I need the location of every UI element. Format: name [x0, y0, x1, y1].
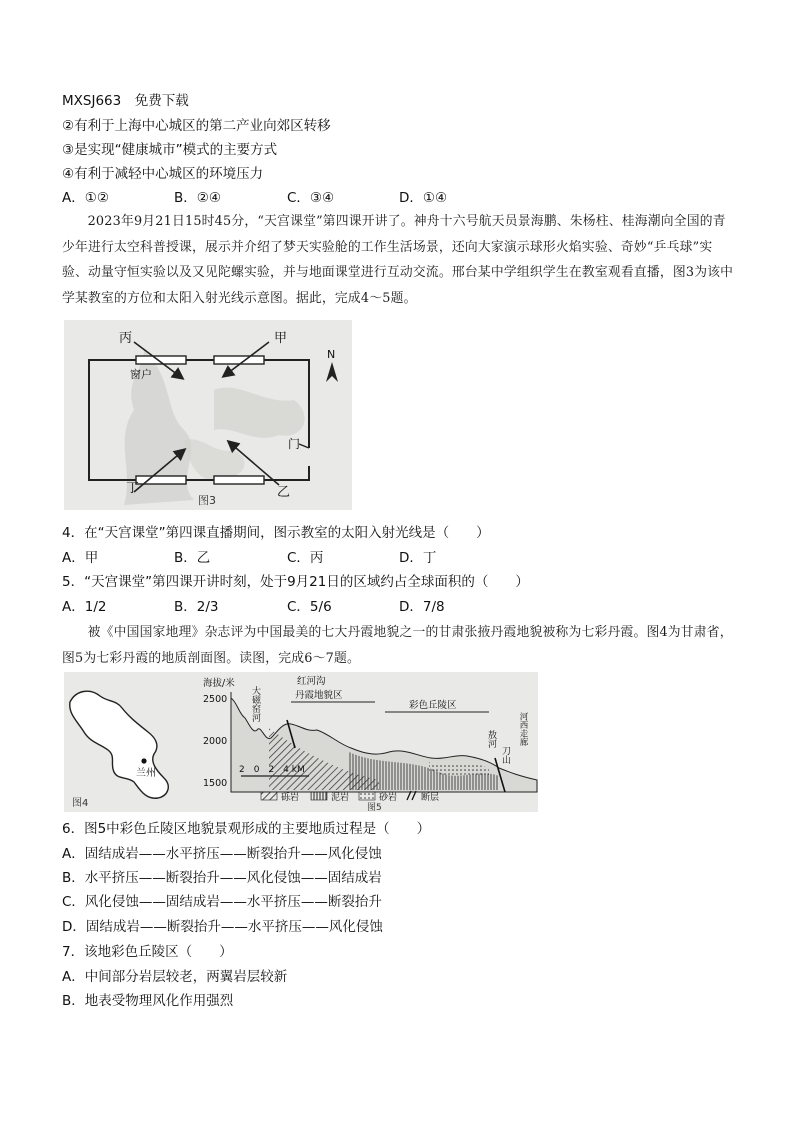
legend-sandstone-swatch [359, 792, 375, 800]
q4-option-a: A．甲 [62, 550, 99, 566]
figure-3 [64, 320, 352, 510]
legend-sandstone: 砂岩 [379, 793, 398, 803]
window-top-right [214, 356, 264, 364]
q7-option-a: A．中间部分岩层较老，两翼岩层较新 [62, 969, 288, 985]
q4-stem: 4．在“天宫课堂”第四课直播期间，图示教室的太阳入射光线是（ ） [62, 525, 490, 541]
figure-5-caption: 图5 [367, 803, 382, 812]
q5-option-b: B．2/3 [174, 599, 219, 615]
label-caise: 彩色丘陵区 [409, 700, 457, 711]
label-aohe: 敖河 [486, 730, 496, 748]
map-shading [184, 439, 245, 480]
q6-option-d: D．固结成岩——断裂抬升——水平挤压——风化侵蚀 [62, 919, 383, 935]
map-shading [214, 388, 305, 438]
q4-option-c: C．丙 [287, 550, 324, 566]
window-bottom-right [214, 476, 264, 484]
page-header: MXSJ663 免费下载 [62, 93, 189, 109]
label-yi: 乙 [277, 485, 291, 500]
q6-stem: 6．图5中彩色丘陵区地貌景观形成的主要地质过程是（ ） [62, 821, 431, 837]
intro-paragraph-1: 2023年9月21日15时45分，“天宫课堂”第四课开讲了。神舟十六号航天员景海鹏、朱杨柱、桂海潮向全国的青少年进行太空科普授课，展示并介绍了梦天实验舱的工作生活场景，还向大家演示球形火焰实验、奇妙“乒乓球”实验、动量守恒实验以及又见陀螺实验，并与地面课堂进行互动交流。邢台某中学组织学生在教室观看直播，图3为该中学某教室的方位和太阳入射光线示意图。据此，完成4～5题。 [62, 214, 734, 306]
label-hexi: 河西走廊 [518, 712, 528, 746]
q6-option-b: B．水平挤压——断裂抬升——风化侵蚀——固结成岩 [62, 870, 382, 886]
gansu-outline [70, 691, 169, 798]
figure-5 [199, 672, 538, 812]
y-tick-1500: 1500 [203, 778, 228, 789]
door [299, 444, 309, 448]
lanzhou-dot [141, 758, 146, 763]
option-2: ②有利于上海中心城区的第二产业向郊区转移 [62, 118, 331, 134]
answer-c: C．③④ [287, 190, 335, 206]
figure-3-drawing [64, 320, 352, 510]
legend-conglomerate: 砾岩 [281, 793, 300, 803]
legend-conglomerate-swatch [261, 792, 277, 800]
label-danxia: 丹霞地貌区 [295, 690, 343, 701]
figure-3-caption: 图3 [198, 494, 216, 507]
figure-4 [64, 672, 199, 812]
q5-option-d: D．7/8 [399, 599, 445, 615]
q6-option-a: A．固结成岩——水平挤压——断裂抬升——风化侵蚀 [62, 846, 382, 862]
legend-mudstone-swatch [311, 792, 327, 800]
y-axis-label: 海拔/米 [203, 678, 235, 689]
q4-option-d: D．丁 [399, 550, 437, 566]
label-door: 门 [288, 437, 301, 451]
q5-option-a: A．1/2 [62, 599, 107, 615]
label-jia: 甲 [274, 331, 288, 346]
q7-option-b: B．地表受物理风化作用强烈 [62, 993, 234, 1009]
y-tick-2000: 2000 [203, 736, 228, 747]
legend-mudstone: 泥岩 [331, 793, 350, 803]
answer-b: B．②④ [174, 190, 221, 206]
lanzhou-label: 兰州 [136, 768, 156, 779]
north-arrow-icon [326, 362, 338, 382]
option-4: ④有利于减轻中心城区的环境压力 [62, 166, 264, 182]
label-honghegou: 红河沟 [297, 676, 326, 687]
figure-4-caption: 图4 [72, 798, 89, 809]
window-bottom-left [136, 476, 186, 484]
label-window: 窗户 [130, 368, 152, 381]
option-3: ③是实现“健康城市”模式的主要方式 [62, 142, 278, 158]
q5-stem: 5．“天宫课堂”第四课开讲时刻，处于9月21日的区域约占全球面积的（ ） [62, 574, 529, 590]
north-label: N [327, 348, 336, 361]
q4-option-b: B．乙 [174, 550, 211, 566]
scale-bar-label: 2 0 2 4 kM [239, 765, 305, 775]
figure-4-drawing [64, 672, 199, 812]
q7-stem: 7．该地彩色丘陵区（ ） [62, 944, 233, 960]
label-daci-river: 大磁窑河 [250, 686, 260, 722]
legend-fault: 断层 [421, 793, 440, 803]
y-tick-2500: 2500 [203, 694, 228, 705]
label-bing: 丙 [119, 331, 133, 346]
figure-5-drawing [199, 672, 538, 812]
intro-paragraph-2: 被《中国国家地理》杂志评为中国最美的七大丹霞地貌之一的甘肃张掖丹霞地貌被称为七彩丹霞。图4为甘肃省，图5为七彩丹霞的地质剖面图。读图，完成6～7题。 [62, 625, 733, 666]
label-daoshan: 刀山 [500, 746, 510, 764]
q6-option-c: C．风化侵蚀——固结成岩——水平挤压——断裂抬升 [62, 894, 382, 910]
q5-option-c: C．5/6 [287, 599, 332, 615]
answer-d: D．①④ [399, 190, 448, 206]
label-ding: 丁 [126, 481, 140, 496]
answer-a: A．①② [62, 190, 109, 206]
